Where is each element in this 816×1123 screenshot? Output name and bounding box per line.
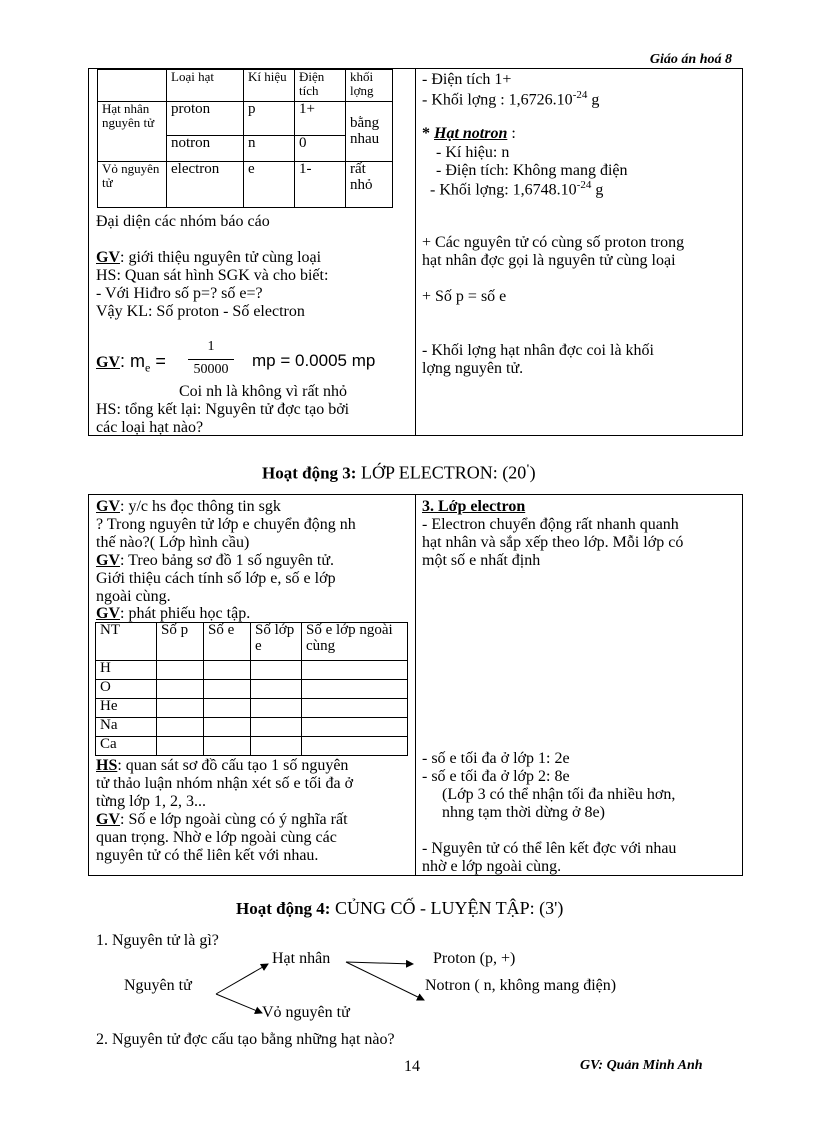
hs-question: các loại hạt nào? [96,419,204,436]
particle-symbol: e [244,162,295,208]
gv-diagram-2: Giới thiệu cách tính số lớp e, số e lớp [96,570,336,587]
particle-charge: 1+ [295,102,346,136]
negligible-note: Coi nh là không vì rất nhỏ [179,383,347,400]
table-header-cell: NT [96,623,157,661]
report-text: Đại diện các nhóm báo cáo [96,213,270,230]
gv-label: GV [96,249,120,266]
gv-label: GV [96,552,120,569]
gv-label: GV [96,354,120,371]
element-cell: He [96,699,157,718]
max-electrons-2: - số e tối đa ở lớp 2: 8e [422,768,570,785]
same-element-text: + Các nguyên tử có cùng số proton trong [422,234,685,251]
particle-mass: rất nhỏ [346,162,393,208]
hs-label: HS [96,757,118,774]
neutron-charge: - Điện tích: Không mang điện [436,162,628,179]
element-cell: H [96,661,157,680]
shell-node: Vỏ nguyên tử [262,1004,350,1021]
shell3-note-2: nhng tạm thời dừng ở 8e) [442,804,605,821]
neutron-symbol: - Kí hiệu: n [436,144,510,161]
table-header-cell: Số e [204,623,251,661]
mass-unit: g [591,181,604,199]
activity-topic: LỚP ELECTRON: (20 [356,462,527,483]
table-header-cell: Kí hiệu [244,70,295,102]
electron-shell-title: 3. Lớp electron [422,498,526,515]
question-hydrogen: - Với Hiđro số p=? số e=? [96,285,263,302]
nucleus-label: Hạt nhân nguyên tử [98,102,167,162]
question-line-2: thế nào?( Lớp hình cầu) [96,534,250,551]
gv-diagram-3: ngoài cùng. [96,588,171,605]
gv-outer-shell-2: quan trọng. Nhờ e lớp ngoài cùng các [96,829,337,846]
element-cell: Na [96,718,157,737]
neutron-node: Notron ( n, không mang điện) [425,977,617,994]
gv-text: : Số e lớp ngoài cùng có ý nghĩa rất [120,811,348,828]
max-electrons-1: - số e tối đa ở lớp 1: 2e [422,750,570,767]
arrow-to-nucleus [216,964,268,994]
hs-observe: HS: Quan sát hình SGK và cho biết: [96,267,329,284]
bonding-text: - Nguyên tử có thể lên kết đợc với nhau [422,840,677,857]
arrow-to-neutron [346,962,424,1000]
shell-label: Vỏ nguyên tử [98,162,167,208]
shell3-note: (Lớp 3 có thể nhận tối đa nhiều hơn, [442,786,676,803]
activity-label: Hoạt động 4: [236,899,331,918]
proton-node: Proton (p, +) [433,950,516,967]
asterisk: * [422,125,434,142]
table-header-cell: Số lớp e [251,623,302,661]
gv-text: : Treo bảng sơ đồ 1 số nguyên tử. [120,552,335,569]
gv-label: GV [96,811,120,828]
charge-text: - Điện tích 1+ [422,71,512,88]
arrow-to-proton [346,962,413,964]
element-cell: O [96,680,157,699]
fraction-numerator: 1 [207,339,215,354]
same-element-text-2: hạt nhân đợc gọi là nguyên tử cùng loại [422,252,676,269]
gv-label: GV [96,498,120,515]
mass-unit: g [587,91,600,109]
activity-label: Hoạt động 3: [262,463,357,483]
close-paren: ) [529,462,536,483]
activity-topic: CỦNG CỐ - LUYỆN TẬP: (3') [330,898,564,918]
minute-mark: ' [526,461,530,475]
proton-electron-equal: + Số p = số e [422,288,507,305]
electron-shell-text: - Electron chuyển động rất nhanh quanh [422,516,679,533]
nucleus-node: Hạt nhân [272,950,331,967]
hs-summary: HS: tổng kết lại: Nguyên tử đợc tạo bởi [96,401,350,418]
particle-charge: 1- [295,162,346,208]
mass-value: - Khối lợng : 1,6726.10 [422,91,573,109]
nucleus-mass-text: - Khối lợng hạt nhân đợc coi là khối [422,342,654,359]
conclusion-text: Vậy KL: Số proton - Số electron [96,303,305,320]
mass-exponent: -24 [572,89,588,101]
mass-exponent: -24 [576,179,592,191]
hs-text: : quan sát sơ đồ cấu tạo 1 số nguyên [117,757,349,774]
equals-sign: = [150,351,166,371]
particle-symbol: p [244,102,295,136]
table-header-cell: Số p [157,623,204,661]
arrow-to-shell [216,994,262,1013]
table-header-cell: khối lợng [346,70,393,102]
page-number: 14 [404,1058,420,1075]
element-cell: Ca [96,737,157,756]
fraction-denominator: 50000 [193,362,229,377]
nucleus-mass-text-2: lợng nguyên tử. [422,360,524,377]
gv-text: : phát phiếu học tập. [120,605,251,622]
table-header-cell: Số e lớp ngoài cùng [302,623,408,661]
question-line: ? Trong nguyên tử lớp e chuyển động nh [96,516,356,533]
particle-charge: 0 [295,136,346,162]
question-1: 1. Nguyên tử là gì? [96,932,219,949]
page-header: Giáo án hoá 8 [649,52,732,67]
gv-label: GV [96,605,120,622]
mass-value: - Khối lợng: 1,6748.10 [430,181,577,199]
particle-name: electron [167,162,244,208]
colon: : [507,125,516,142]
bonding-text-2: nhờ e lớp ngoài cùng. [422,858,562,875]
atom-node: Nguyên tử [124,977,192,994]
question-2: 2. Nguyên tử đợc cấu tạo bằng những hạt nào? [96,1031,395,1048]
me-symbol: : m [120,351,145,371]
neutron-title: Hạt notron [434,125,508,142]
hs-observe-line-3: từng lớp 1, 2, 3... [96,793,207,810]
table-header-cell: Loại hạt [167,70,244,102]
proton-mass-text: mp = 0.0005 mp [252,351,376,370]
gv-text: : giới thiệu nguyên tử cùng loại [120,249,322,266]
me-subscript: e [145,360,151,375]
electron-shell-text-3: một số e nhất định [422,552,541,569]
particle-name: proton [167,102,244,136]
gv-text: : y/c hs đọc thông tin sgk [120,498,281,515]
nucleus-mass: bằng nhau [346,102,393,162]
particle-name: notron [167,136,244,162]
author-name: GV: Quản Minh Anh [580,1058,703,1073]
hs-observe-line-2: tử thảo luận nhóm nhận xét số e tối đa ở [96,775,354,792]
table-header-cell: Điện tích [295,70,346,102]
particle-symbol: n [244,136,295,162]
electron-shell-text-2: hạt nhân và sắp xếp theo lớp. Mỗi lớp có [422,534,684,551]
gv-outer-shell-3: nguyên tử có thể liên kết với nhau. [96,847,319,864]
